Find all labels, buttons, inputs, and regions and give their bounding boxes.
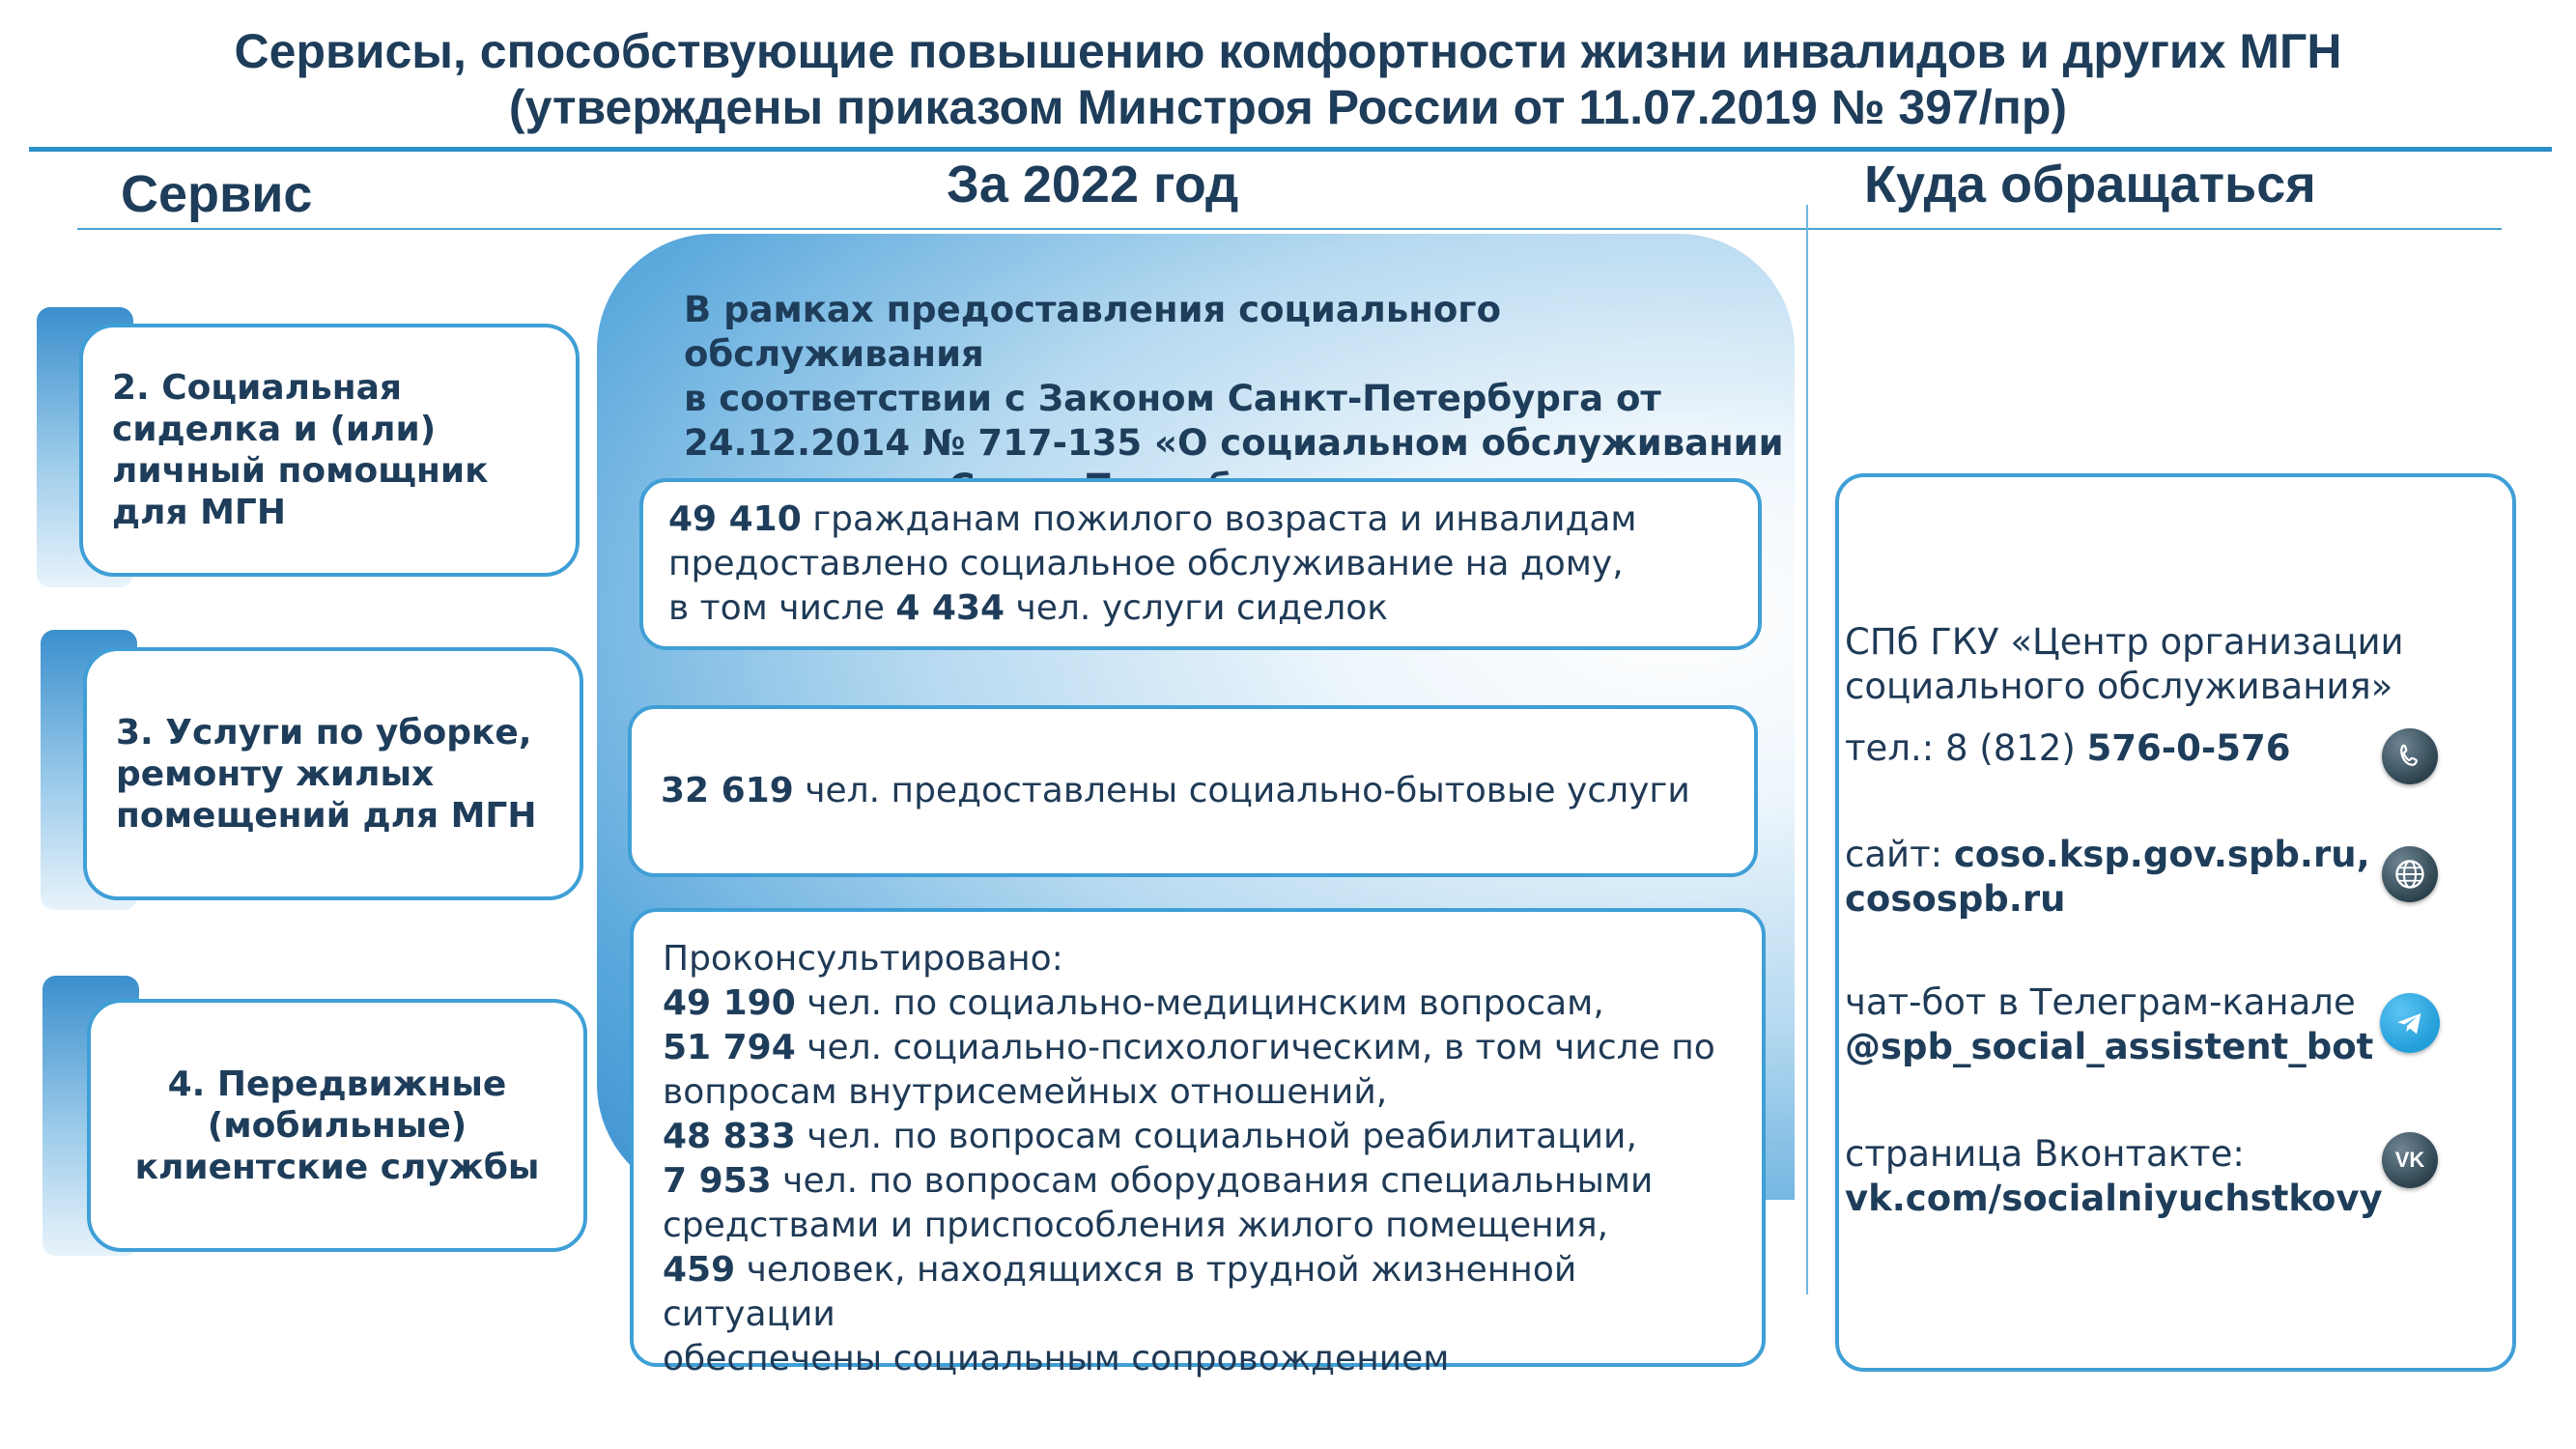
service-card-mobile bbox=[87, 999, 587, 1252]
stat-text: чел. социально-психологическим, в том числе по bbox=[795, 1028, 1715, 1067]
page-title bbox=[0, 23, 2576, 135]
telegram-icon[interactable] bbox=[2380, 993, 2440, 1053]
stat-text: чел. услуги сиделок bbox=[1005, 588, 1388, 628]
column-header-where: Куда обращаться bbox=[1864, 156, 2316, 213]
stats-intro: В рамках предоставления социального обслуживания в соответствии с Законом Санкт-Петербурга от 24.12.2014 № 717-135 «О социальном обслуживании bbox=[684, 289, 1784, 464]
service-card-label: 2. Социальная сиделка и (или) личный помощник для МГН bbox=[112, 368, 489, 532]
stat-text: вопросам внутрисемейных отношений, bbox=[663, 1072, 1388, 1112]
stat-text: чел. по вопросам оборудования специальными bbox=[771, 1161, 1654, 1201]
stat-number: 459 bbox=[663, 1250, 736, 1290]
column-header-service: Сервис bbox=[121, 165, 313, 223]
stat-text: в том числе bbox=[668, 588, 896, 628]
contacts-panel bbox=[1835, 473, 2516, 1372]
stat-box-consultations bbox=[630, 908, 1766, 1378]
stat-row bbox=[663, 1337, 1737, 1381]
phone-icon[interactable] bbox=[2382, 728, 2438, 784]
stat-text: средствами и приспособления жилого помещения, bbox=[663, 1206, 1609, 1245]
contact-organization: СПб ГКУ «Центр организации социального обслуживания» bbox=[1845, 621, 2404, 707]
vk-icon[interactable]: VK bbox=[2382, 1132, 2438, 1188]
stat-box-home-care bbox=[639, 478, 1762, 650]
stat-text: обеспечены социальным сопровождением bbox=[663, 1339, 1450, 1378]
website-link[interactable]: coso.ksp.gov.spb.ru, bbox=[1953, 834, 2370, 875]
contact-vk: страница Вконтакте: vk.com/socialniyuchstkovy bbox=[1845, 1133, 2383, 1219]
stat-text: гражданам пожилого возраста и инвалидам bbox=[801, 499, 1637, 539]
stat-row bbox=[663, 1159, 1737, 1204]
stat-number: 51 794 bbox=[663, 1028, 796, 1067]
website-link[interactable]: cosospb.ru bbox=[1845, 878, 2066, 920]
stat-box-household bbox=[628, 705, 1758, 877]
title-divider bbox=[29, 147, 2552, 152]
contact-phone: тел.: 8 (812) 576-0-576 bbox=[1845, 727, 2291, 769]
stat-number: 49 190 bbox=[663, 983, 796, 1023]
telegram-handle[interactable]: @spb_social_assistent_bot bbox=[1845, 1026, 2374, 1067]
contact-telegram: чат-бот в Телеграм-канале @spb_social_assistent_bot bbox=[1845, 981, 2374, 1067]
stat-row bbox=[663, 1204, 1737, 1248]
stat-text: чел. предоставлены социально-бытовые услуги bbox=[793, 771, 1690, 810]
stat-row bbox=[663, 1115, 1737, 1159]
service-card-label: 3. Услуги по уборке, ремонту жилых помещений для МГН bbox=[116, 712, 537, 836]
contact-website: сайт: coso.ksp.gov.spb.ru, cosospb.ru bbox=[1845, 834, 2370, 920]
globe-icon[interactable] bbox=[2382, 846, 2438, 902]
header-divider bbox=[77, 228, 2502, 230]
page-title-line-2: (утверждены приказом Минстроя России от 11.07.2019 № 397/пр) bbox=[508, 80, 2068, 134]
vk-link[interactable]: vk.com/socialniyuchstkovy bbox=[1845, 1178, 2383, 1219]
phone-number[interactable]: 576-0-576 bbox=[2086, 727, 2291, 769]
service-card-cleaning bbox=[83, 647, 583, 900]
stat-number: 48 833 bbox=[663, 1117, 796, 1156]
stat-number: 7 953 bbox=[663, 1161, 772, 1201]
page-title-line-1: Сервисы, способствующие повышению комфортности жизни инвалидов и других МГН bbox=[234, 24, 2342, 78]
stat-text: чел. по вопросам социальной реабилитации, bbox=[795, 1117, 1637, 1156]
stat-number: 4 434 bbox=[895, 588, 1005, 628]
service-card-caregiver bbox=[79, 324, 580, 577]
stat-row bbox=[663, 1248, 1737, 1337]
stat-text: чел. по социально-медицинским вопросам, bbox=[795, 983, 1604, 1023]
column-header-year: За 2022 год bbox=[947, 156, 1239, 213]
stat-heading: Проконсультировано: bbox=[663, 939, 1063, 979]
column-divider bbox=[1806, 205, 1808, 1294]
stat-number: 32 619 bbox=[661, 771, 794, 810]
stat-text: предоставлено социальное обслуживание на дому, bbox=[668, 544, 1624, 583]
stat-row bbox=[663, 981, 1737, 1026]
service-card-label: 4. Передвижные (мобильные) клиентские службы bbox=[134, 1064, 540, 1187]
stat-row bbox=[663, 1070, 1737, 1115]
stat-text: человек, находящихся в трудной жизненной ситуации bbox=[663, 1250, 1577, 1334]
stat-number: 49 410 bbox=[668, 499, 802, 539]
stat-row bbox=[663, 1026, 1737, 1070]
